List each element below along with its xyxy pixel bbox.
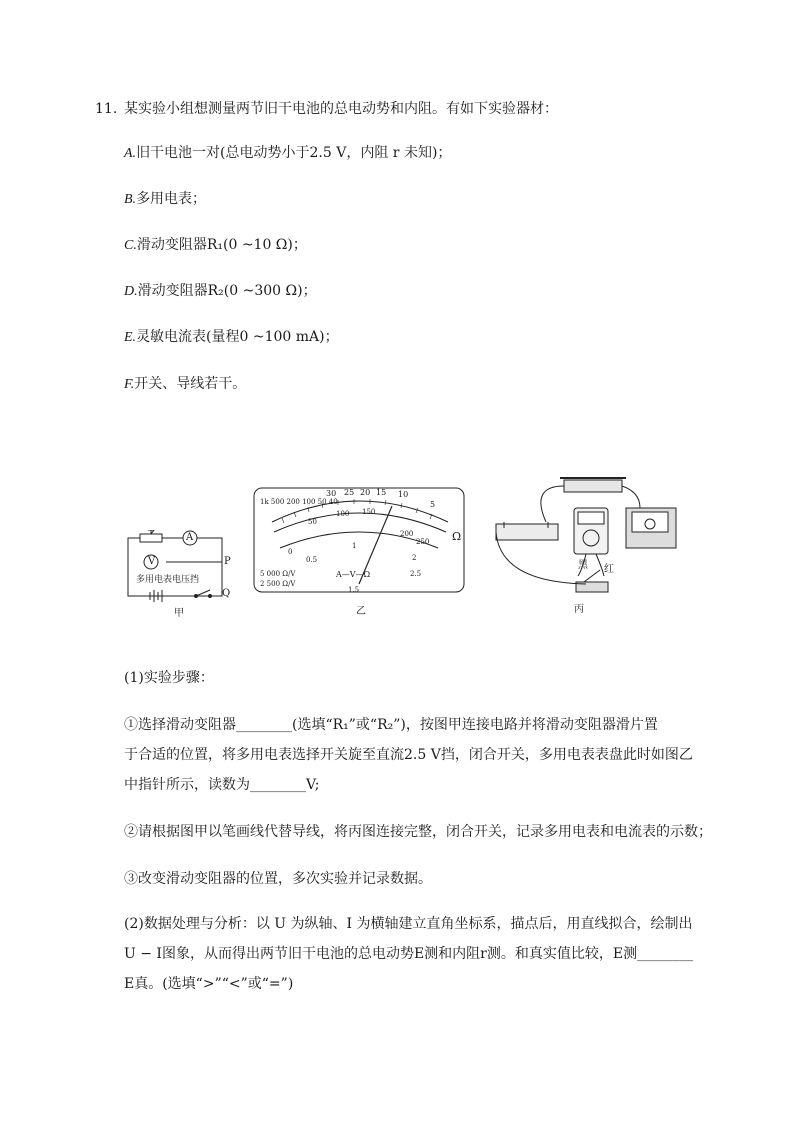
figure-bing-apparatus <box>490 472 688 614</box>
small-tick-1-5: 1.5 <box>348 586 360 594</box>
ohm-tick-10: 10 <box>398 490 409 499</box>
small-tick-0: 0 <box>288 548 293 556</box>
ohm-tick-5: 5 <box>430 500 436 509</box>
material-item-d <box>124 281 317 302</box>
material-item-c <box>124 235 307 256</box>
mid-tick-100: 100 <box>336 510 350 518</box>
ohm-tick-20: 20 <box>360 488 371 497</box>
material-letter: E. <box>124 330 137 345</box>
material-item-a <box>124 143 451 164</box>
ohm-tick-25: 25 <box>344 488 355 497</box>
part2-line1: (2)数据处理与分析：以 U 为纵轴、I 为横轴建立直角坐标系，描点后，用直线拟合，绘制出 <box>124 916 693 932</box>
question-intro: 某实验小组想测量两节旧干电池的总电动势和内阻。有如下实验器材： <box>124 101 558 117</box>
step2-line: ②请根据图甲以笔画线代替导线，将丙图连接完整，闭合开关，记录多用电表和电流表的示数； <box>124 824 712 840</box>
dial-spec-1: 5 000 Ω/V <box>260 570 296 578</box>
part1-title: (1)实验步骤： <box>124 670 214 686</box>
figure-jia-caption: 甲 <box>174 608 184 619</box>
part2-line3: E真。(选填“>”“<”或“=”) <box>124 976 294 992</box>
mid-tick-150: 150 <box>362 508 376 516</box>
material-text: 旧干电池一对(总电动势小于2.5 V，内阻 r 未知)； <box>136 145 452 161</box>
dial-spec-2: 2 500 Ω/V <box>260 580 296 588</box>
material-letter: D. <box>124 284 138 299</box>
voltmeter-label: V <box>148 556 156 567</box>
step1-line1: ①选择滑动变阻器________(选填“R₁”或“R₂”)，按图甲连接电路并将滑动变阻器滑片置 <box>124 717 658 733</box>
small-tick-2-5: 2.5 <box>410 570 422 578</box>
material-item-f <box>124 374 246 395</box>
question-number: 11. <box>95 101 118 117</box>
red-probe-label: 红 <box>604 564 614 575</box>
point-q-label: Q <box>222 588 231 599</box>
material-text: 滑动变阻器R₂(0 ~300 Ω)； <box>137 283 317 299</box>
part2-line2: U − I图象，从而得出两节旧干电池的总电动势E测和内阻r测。和真实值比较，E测________ <box>124 946 694 962</box>
figure-yi-caption: 乙 <box>356 606 366 617</box>
ohm-symbol: Ω <box>452 530 462 543</box>
meter-description: 多用电表电压挡 <box>136 575 200 585</box>
material-text: 开关、导线若干。 <box>134 376 247 392</box>
figure-jia-circuit <box>124 530 234 620</box>
step1-line2: 于合适的位置，将多用电表选择开关旋至直流2.5 V挡，闭合开关，多用电表表盘此时如图乙 <box>124 747 693 763</box>
material-letter: C. <box>124 238 137 253</box>
material-text: 多用电表； <box>136 191 207 207</box>
figure-bing-caption: 丙 <box>574 604 584 615</box>
material-text: 滑动变阻器R₁(0 ~10 Ω)； <box>136 237 307 253</box>
small-tick-1: 1 <box>352 542 357 550</box>
figure-yi-dial <box>252 486 466 616</box>
small-tick-2: 2 <box>412 554 417 562</box>
black-probe-label: 黑 <box>578 560 588 571</box>
material-item-e <box>124 327 339 348</box>
material-letter: B. <box>124 192 137 207</box>
mid-tick-250: 250 <box>416 538 430 546</box>
material-letter: A. <box>124 146 137 161</box>
step1-line3: 中指针所示，读数为________V; <box>124 777 320 793</box>
material-item-b <box>124 189 206 210</box>
mid-tick-50: 50 <box>308 518 317 526</box>
mid-tick-200: 200 <box>400 530 414 538</box>
point-p-label: P <box>224 556 231 567</box>
ohm-tick-15: 15 <box>376 488 387 497</box>
ohm-scale-left: 1k 500 200 100 50 40 <box>260 498 338 506</box>
step3-line: ③改变滑动变阻器的位置，多次实验并记录数据。 <box>124 871 432 887</box>
small-tick-0-5: 0.5 <box>306 556 318 564</box>
ohm-tick-30: 30 <box>326 489 337 498</box>
dial-center-label: A—V—Ω <box>336 570 371 579</box>
ammeter-label: A <box>186 532 194 543</box>
material-letter: F. <box>124 377 135 392</box>
material-text: 灵敏电流表(量程0 ~100 mA)； <box>136 329 339 345</box>
